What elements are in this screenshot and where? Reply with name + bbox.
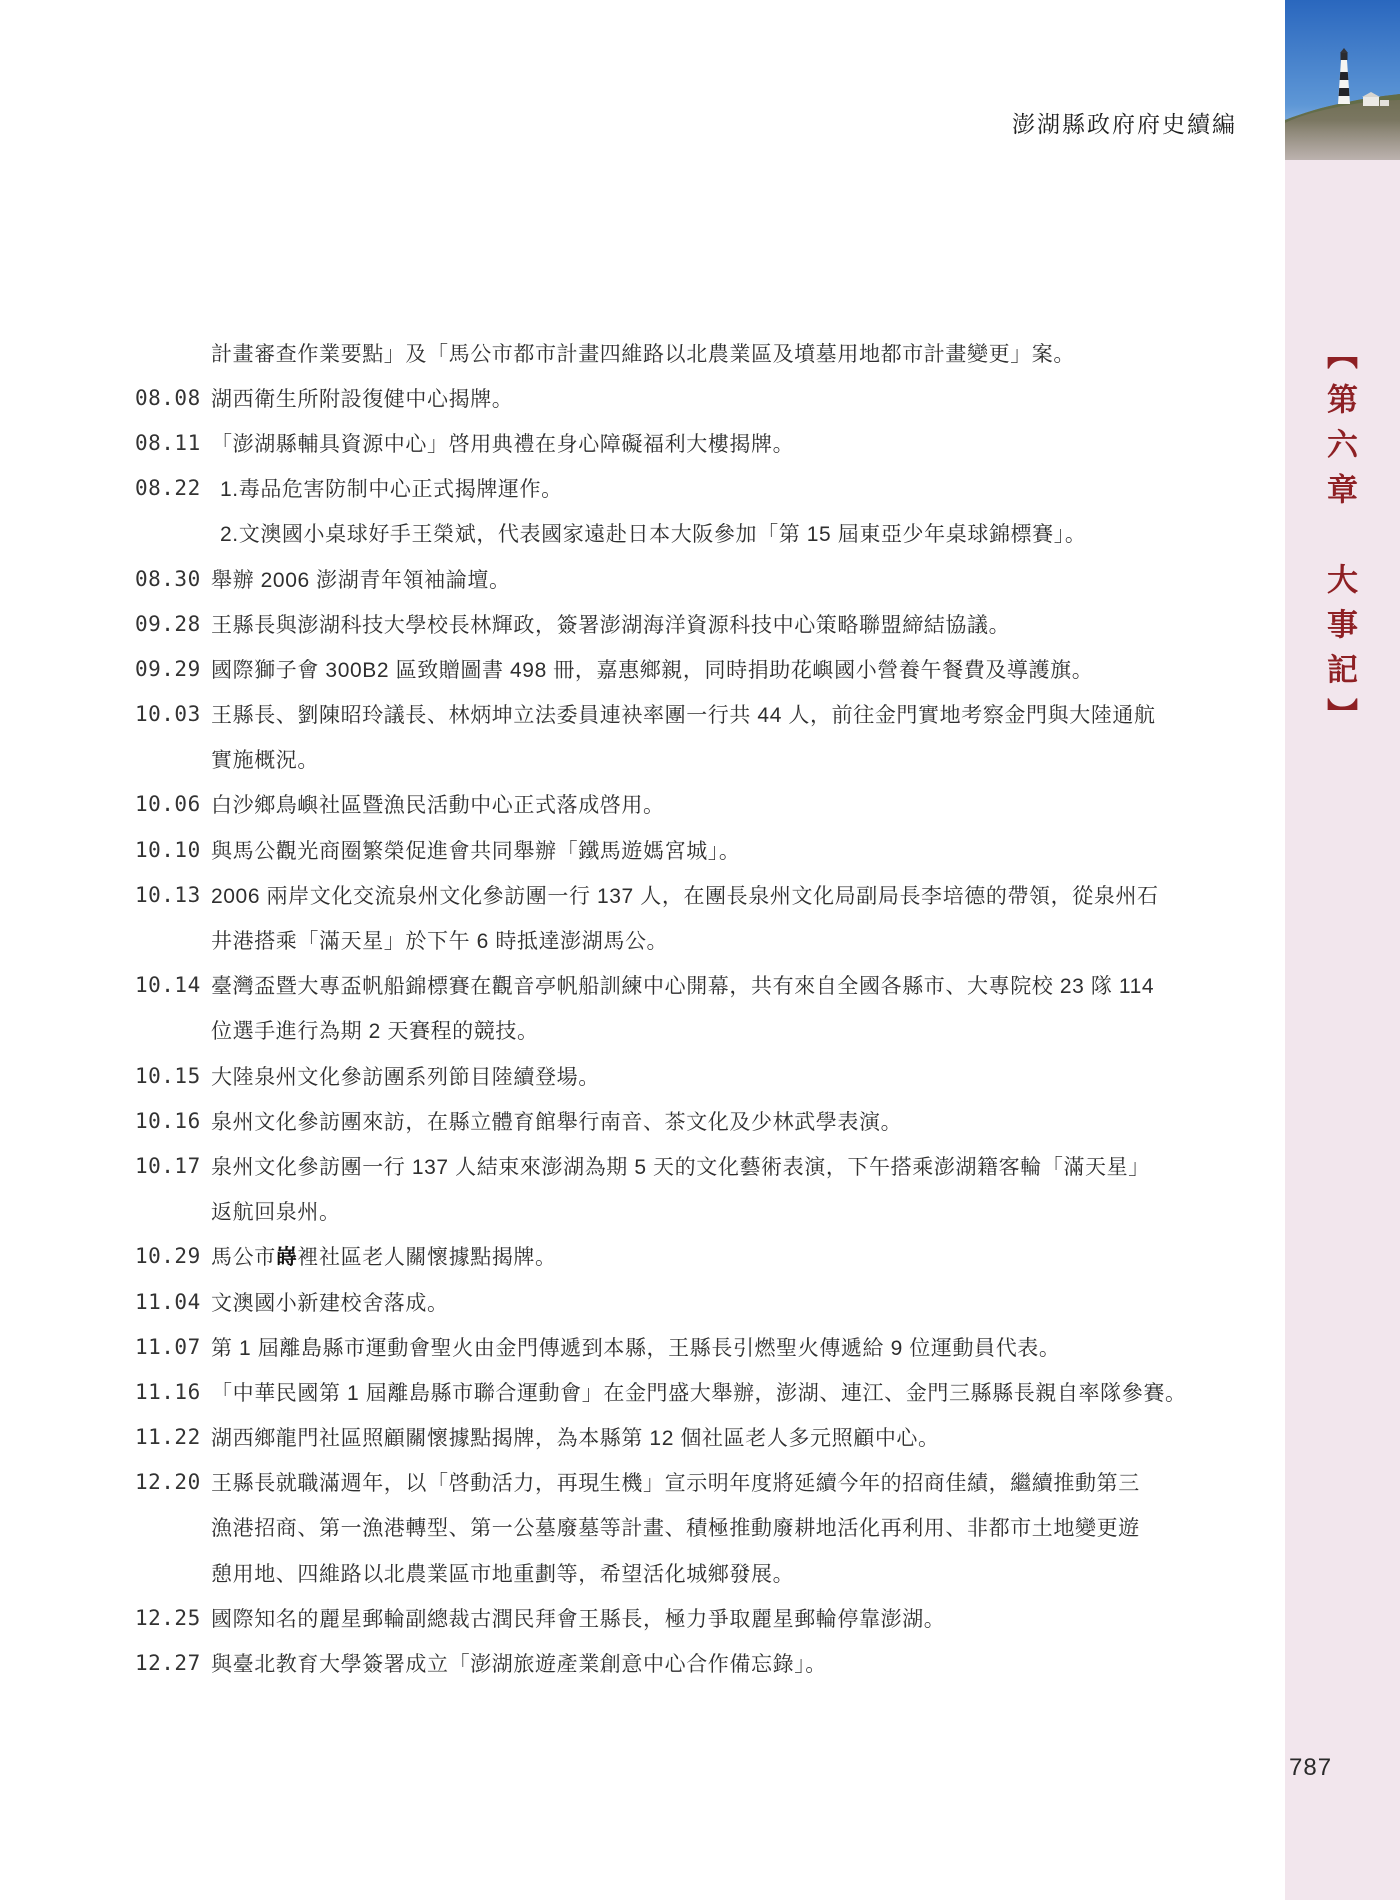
event-date: 12.25 — [135, 1605, 201, 1630]
event-date: 09.28 — [135, 611, 201, 636]
event-text: 位選手進行為期 2 天賽程的競技。 — [211, 1020, 539, 1044]
event-text: 文澳國小新建校舍落成。 — [211, 1291, 449, 1315]
event-row — [135, 782, 1275, 827]
event-date: 10.10 — [135, 837, 201, 862]
event-row — [135, 601, 1275, 646]
event-row — [135, 827, 1275, 872]
event-text: 國際知名的麗星郵輪副總裁古潤民拜會王縣長，極力爭取麗星郵輪停靠澎湖。 — [211, 1607, 946, 1631]
event-date: 08.11 — [135, 430, 201, 455]
event-text: 憩用地、四維路以北農業區市地重劃等，希望活化城鄉發展。 — [211, 1562, 795, 1586]
event-row — [135, 420, 1275, 465]
page-header-title: 澎湖縣政府府史續編 — [1012, 111, 1237, 137]
event-text: 白沙鄉鳥嶼社區暨漁民活動中心正式落成啓用。 — [211, 794, 665, 818]
event-date: 10.16 — [135, 1108, 201, 1133]
event-date: 08.22 — [135, 476, 201, 501]
event-text: 「澎湖縣輔具資源中心」啓用典禮在身心障礙福利大樓揭牌。 — [211, 432, 795, 456]
event-date: 08.08 — [135, 385, 201, 410]
event-text: 湖西衛生所附設復健中心揭牌。 — [211, 387, 514, 411]
event-row — [135, 1098, 1275, 1143]
event-date: 10.15 — [135, 1063, 201, 1088]
event-row — [135, 1460, 1275, 1505]
chronology-list — [135, 330, 1275, 1686]
event-date: 11.04 — [135, 1289, 201, 1314]
event-text: 2006 兩岸文化交流泉州文化參訪團一行 137 人，在團長泉州文化局副局長李培德的帶領，從泉州石 — [211, 884, 1159, 908]
event-text: 王縣長、劉陳昭玲議長、林炳坤立法委員連袂率團一行共 44 人，前往金門實地考察金門與大陸通航 — [211, 704, 1156, 728]
event-row — [135, 375, 1275, 420]
event-text: 泉州文化參訪團來訪，在縣立體育館舉行南音、茶文化及少林武學表演。 — [211, 1110, 903, 1134]
event-text: 王縣長就職滿週年，以「啓動活力，再現生機」宣示明年度將延續今年的招商佳績，繼續推動第三 — [211, 1472, 1140, 1496]
side-strip — [1285, 0, 1400, 1900]
event-text: 第 1 屆離島縣市運動會聖火由金門傳遞到本縣，王縣長引燃聖火傳遞給 9 位運動員代表。 — [211, 1336, 1061, 1360]
event-text: 泉州文化參訪團一行 137 人結束來澎湖為期 5 天的文化藝術表演，下午搭乘澎湖籍客輪「滿天星」 — [211, 1155, 1150, 1179]
event-row — [135, 330, 1275, 375]
event-date: 10.06 — [135, 792, 201, 817]
chapter-title: 【第六章 大事記】 — [1322, 338, 1357, 743]
event-text: 漁港招商、第一漁港轉型、第一公墓廢墓等計畫、積極推動廢耕地活化再利用、非都市土地變更遊 — [211, 1517, 1140, 1541]
event-text: 湖西鄉龍門社區照顧關懷據點揭牌，為本縣第 12 個社區老人多元照顧中心。 — [211, 1427, 940, 1451]
event-row — [135, 1640, 1275, 1685]
event-text: 王縣長與澎湖科技大學校長林輝政，簽署澎湖海洋資源科技中心策略聯盟締結協議。 — [211, 613, 1011, 637]
event-text: 井港搭乘「滿天星」於下午 6 時抵達澎湖馬公。 — [211, 930, 669, 954]
event-row — [135, 737, 1275, 782]
event-date: 10.17 — [135, 1153, 201, 1178]
event-text: 1.毒品危害防制中心正式揭牌運作。 — [220, 478, 563, 502]
event-row — [135, 1324, 1275, 1369]
event-text: 實施概況。 — [211, 749, 319, 773]
event-row — [135, 466, 1275, 511]
event-text: 舉辦 2006 澎湖青年領袖論壇。 — [211, 568, 511, 592]
event-row — [135, 1053, 1275, 1098]
event-row — [135, 1415, 1275, 1460]
event-text: 大陸泉州文化參訪團系列節目陸續登場。 — [211, 1065, 600, 1089]
event-row — [135, 646, 1275, 691]
event-text: 與馬公觀光商圈繁榮促進會共同舉辦「鐵馬遊媽宮城」。 — [211, 839, 741, 863]
event-date: 10.03 — [135, 702, 201, 727]
event-row — [135, 1505, 1275, 1550]
event-text: 計畫審查作業要點」及「馬公市都市計畫四維路以北農業區及墳墓用地都市計畫變更」案。 — [211, 342, 1075, 366]
page-number: 787 — [1289, 1754, 1333, 1781]
event-row — [135, 1008, 1275, 1053]
event-date: 10.13 — [135, 882, 201, 907]
event-date: 10.29 — [135, 1244, 201, 1269]
event-date: 09.29 — [135, 656, 201, 681]
event-row — [135, 692, 1275, 737]
event-row — [135, 1143, 1275, 1188]
event-date: 10.14 — [135, 973, 201, 998]
event-text: 2.文澳國小桌球好手王榮斌，代表國家遠赴日本大阪參加「第 15 屆東亞少年桌球錦標賽」。 — [220, 523, 1087, 547]
event-row — [135, 1189, 1275, 1234]
event-text: 臺灣盃暨大專盃帆船錦標賽在觀音亭帆船訓練中心開幕，共有來自全國各縣市、大專院校 23 隊 114 — [211, 975, 1155, 999]
event-row — [135, 963, 1275, 1008]
event-text: 「中華民國第 1 屆離島縣市聯合運動會」在金門盛大舉辦，澎湖、連江、金門三縣縣長親自率隊參賽。 — [211, 1381, 1187, 1405]
event-row — [135, 1595, 1275, 1640]
event-row — [135, 917, 1275, 962]
event-date: 08.30 — [135, 566, 201, 591]
event-date: 12.27 — [135, 1651, 201, 1676]
event-row — [135, 511, 1275, 556]
event-row — [135, 556, 1275, 601]
event-row — [135, 1550, 1275, 1595]
event-text: 返航回泉州。 — [211, 1201, 341, 1225]
event-text: 與臺北教育大學簽署成立「澎湖旅遊產業創意中心合作備忘錄」。 — [211, 1653, 827, 1677]
event-date: 11.16 — [135, 1379, 201, 1404]
event-text: 國際獅子會 300B2 區致贈圖書 498 冊，嘉惠鄉親，同時捐助花嶼國小營養午餐費及導護旗。 — [211, 658, 1094, 682]
lighthouse-photo-icon — [1285, 0, 1400, 235]
event-text: 馬公市嵵裡社區老人關懷據點揭牌。 — [211, 1246, 557, 1270]
event-date: 11.22 — [135, 1425, 201, 1450]
event-row — [135, 1279, 1275, 1324]
event-row — [135, 1369, 1275, 1414]
event-row — [135, 872, 1275, 917]
event-row — [135, 1234, 1275, 1279]
event-date: 11.07 — [135, 1334, 201, 1359]
event-date: 12.20 — [135, 1470, 201, 1495]
